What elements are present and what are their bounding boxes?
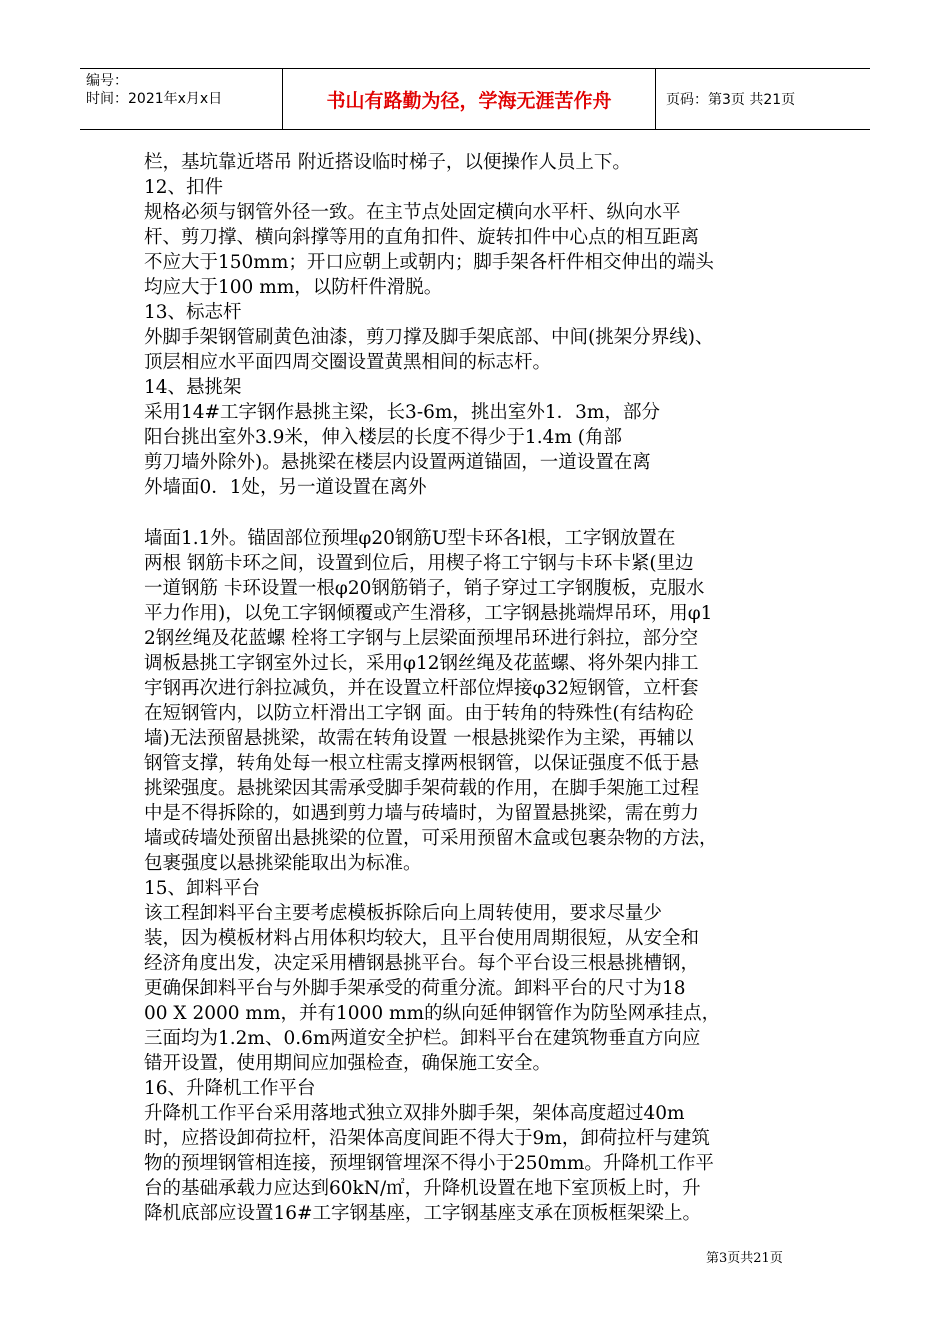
text-line: 装，因为模板材料占用体积均较大，且平台使用周期很短，从安全和 (144, 928, 700, 949)
text-line: 三面均为1.2m、0.6m两道安全护栏。卸料平台在建筑物垂直方向应 (144, 1028, 701, 1049)
text-line: 在短钢管内，以防立杆滑出工字钢 面。由于转角的特殊性(有结构砼 (144, 703, 694, 724)
text-line: 宇钢再次进行斜拉减负，并在设置立杆部位焊接φ32短钢管，立杆套 (144, 678, 699, 699)
text-line: 不应大于150mm；开口应朝上或朝内；脚手架各杆件相交伸出的端头 (144, 252, 714, 273)
text-line: 规格必须与钢管外径一致。在主节点处固定横向水平杆、纵向水平 (144, 202, 681, 223)
paragraph-gap (144, 500, 814, 526)
text-line: 台的基础承载力应达到60kN/㎡，升降机设置在地下室顶板上时，升 (144, 1178, 701, 1199)
text-line: 杆、剪刀撑、横向斜撑等用的直角扣件、旋转扣件中心点的相互距离 (144, 227, 700, 248)
text-line: 12、扣件 (144, 177, 224, 198)
text-line: 错开设置，使用期间应加强检查，确保施工安全。 (144, 1053, 552, 1074)
text-line: 钢管支撑，转角处每一根立柱需支撑两根钢管，以保证强度不低于悬 (144, 753, 700, 774)
page-header (80, 68, 870, 130)
text-line: 采用14#工字钢作悬挑主梁，长3-6m，挑出室外1．3m，部分 (144, 402, 660, 423)
text-line: 平力作用)，以免工字钢倾覆或产生滑移，工字钢悬挑端焊吊环，用φ1 (144, 603, 713, 624)
text-line: 中是不得拆除的，如遇到剪力墙与砖墙时，为留置悬挑梁，需在剪力 (144, 803, 700, 824)
text-line: 墙)无法预留悬挑梁，故需在转角设置 一根悬挑梁作为主梁，再辅以 (144, 728, 694, 749)
text-line: 降机底部应设置16#工字钢基座，工字钢基座支承在顶板框架梁上。 (144, 1203, 702, 1224)
text-line: 更确保卸料平台与外脚手架承受的荷重分流。卸料平台的尺寸为18 (144, 978, 686, 999)
header-page-label: 页码：第3页 共21页 (666, 92, 796, 108)
text-line: 00 X 2000 mm，并有1000 mm的纵向延伸钢管作为防坠网承挂点， (144, 1003, 721, 1024)
text-line: 剪刀墙外除外)。悬挑梁在楼层内设置两道锚固，一道设置在离 (144, 452, 651, 473)
number-label: 编号： (86, 73, 128, 89)
text-line: 外脚手架钢管刷黄色油漆，剪刀撑及脚手架底部、中间(挑架分界线)、 (144, 327, 714, 348)
text-block-2 (144, 526, 814, 1226)
text-line: 时，应搭设卸荷拉杆，沿架体高度间距不得大于9m，卸荷拉杆与建筑 (144, 1128, 710, 1149)
header-motto: 书山有路勤为径，学海无涯苦作舟 (282, 69, 656, 129)
page-footer: 第3页共21页 (706, 1251, 783, 1266)
text-line: 栏，基坑靠近塔吊 附近搭设临时梯子，以便操作人员上下。 (144, 152, 631, 173)
text-line: 墙面1.1外。锚固部位预埋φ20钢筋U型卡环各l根，工字钢放置在 (144, 528, 676, 549)
text-line: 15、卸料平台 (144, 878, 261, 899)
text-line: 包裹强度以悬挑梁能取出为标准。 (144, 853, 422, 874)
document-body (144, 150, 814, 1226)
text-line: 顶层相应水平面四周交圈设置黄黑相间的标志杆。 (144, 352, 552, 373)
time-label: 时间：2021年x月x日 (86, 91, 223, 107)
text-line: 13、标志杆 (144, 302, 242, 323)
text-line: 该工程卸料平台主要考虑模板拆除后向上周转使用，要求尽量少 (144, 903, 663, 924)
text-line: 一道钢筋 卡环设置一根φ20钢筋销子，销子穿过工字钢腹板，克服水 (144, 578, 705, 599)
text-line: 外墙面0．1处，另一道设置在离外 (144, 477, 427, 498)
text-line: 14、悬挑架 (144, 377, 242, 398)
text-line: 阳台挑出室外3.9米，伸入楼层的长度不得少于1.4m (角部 (144, 427, 622, 448)
text-line: 升降机工作平台采用落地式独立双排外脚手架，架体高度超过40m (144, 1103, 685, 1124)
header-meta (80, 69, 282, 129)
text-line: 经济角度出发，决定采用槽钢悬挑平台。每个平台设三根悬挑槽钢， (144, 953, 700, 974)
text-line: 16、升降机工作平台 (144, 1078, 316, 1099)
text-line: 均应大于100 mm，以防杆件滑脱。 (144, 277, 443, 298)
text-line: 2钢丝绳及花蓝螺 栓将工字钢与上层梁面预埋吊环进行斜拉，部分空 (144, 628, 699, 649)
text-line: 挑梁强度。悬挑梁因其需承受脚手架荷载的作用，在脚手架施工过程 (144, 778, 700, 799)
text-line: 两根 钢筋卡环之间，设置到位后，用楔子将工宁钢与卡环卡紧(里边 (144, 553, 694, 574)
text-line: 墙或砖墙处预留出悬挑梁的位置，可采用预留木盒或包裹杂物的方法， (144, 828, 718, 849)
text-block-1 (144, 150, 814, 500)
text-line: 物的预埋钢管相连接，预埋钢管埋深不得小于250mm。升降机工作平 (144, 1153, 714, 1174)
text-line: 调板悬挑工字钢室外过长，采用φ12钢丝绳及花蓝螺、将外架内排工 (144, 653, 699, 674)
